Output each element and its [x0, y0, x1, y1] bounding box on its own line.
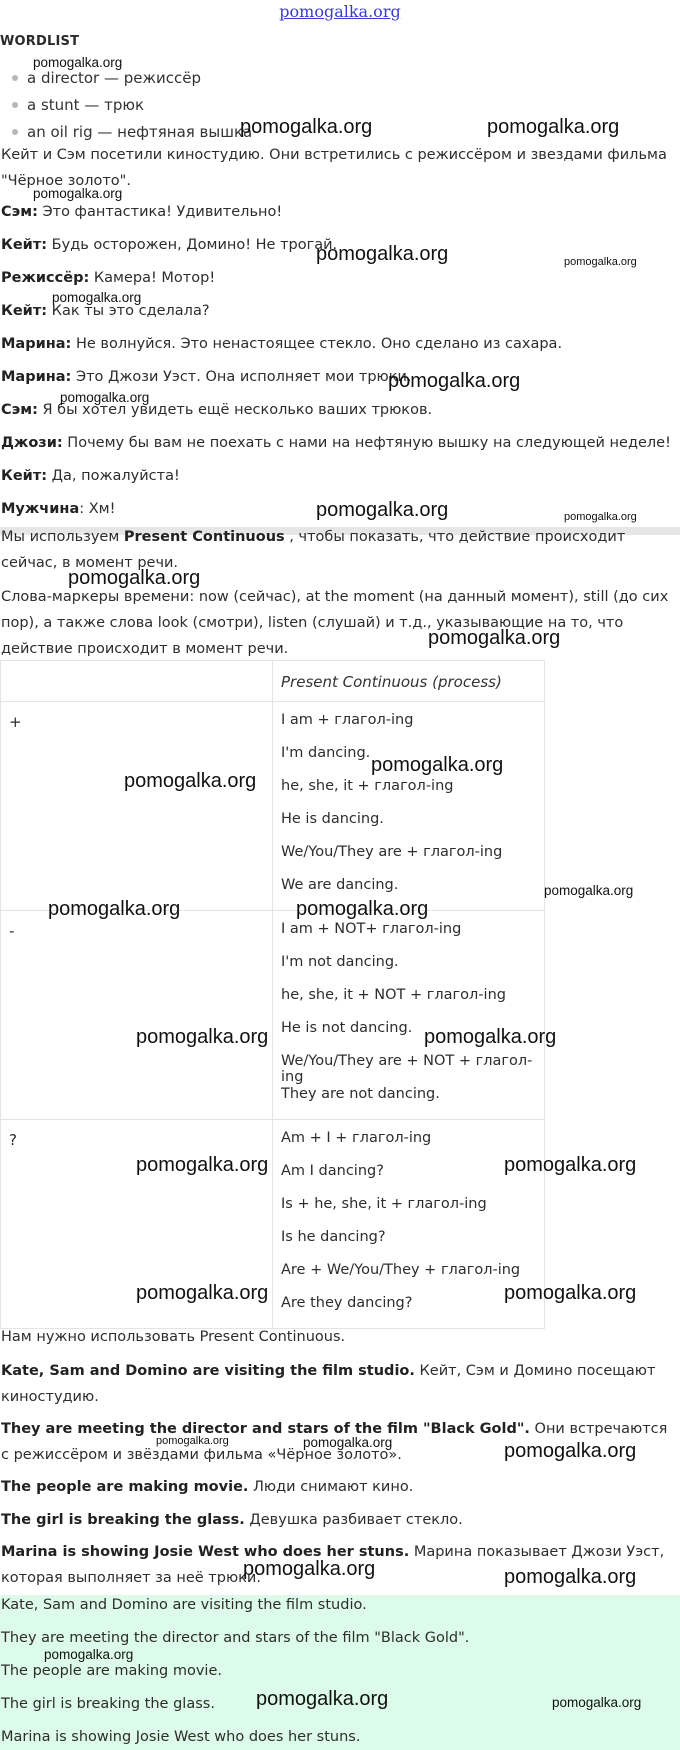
- speaker-name: Кейт:: [1, 468, 48, 484]
- answer-russian: Девушка разбивает стекло.: [244, 1512, 463, 1528]
- example-line: He is dancing.: [281, 811, 384, 827]
- watermark: pomogalka.org: [48, 898, 181, 920]
- final-line: Marina is showing Josie West who does her stuns.: [1, 1729, 361, 1745]
- table-row: [1, 911, 545, 1120]
- dialogue-line: [1, 237, 337, 253]
- watermark: pomogalka.org: [136, 1026, 269, 1048]
- watermark: pomogalka.org: [504, 1440, 637, 1462]
- dialogue-text: Камера! Мотор!: [89, 270, 216, 286]
- example-line: He is not dancing.: [281, 1020, 413, 1036]
- wordlist-item-text: a director — режиссёр: [27, 69, 201, 87]
- table-cell: [1, 911, 273, 1120]
- final-line: The girl is breaking the glass.: [1, 1696, 215, 1712]
- example-line: We are dancing.: [281, 877, 399, 893]
- answer-russian: Кейт, Сэм и Домино посещают киностудию.: [1, 1363, 656, 1405]
- intro-paragraph: Кейт и Сэм посетили киностудию. Они встретились с режиссёром и звездами фильма "Чёрное золото".: [1, 147, 667, 189]
- answer-item: [1, 1358, 673, 1410]
- dialogue-text: Да, пожалуйста!: [47, 468, 180, 484]
- watermark: pomogalka.org: [544, 883, 634, 898]
- speaker-name: Режиссёр:: [1, 270, 90, 286]
- watermark: pomogalka.org: [33, 55, 123, 70]
- watermark: pomogalka.org: [136, 1154, 269, 1176]
- table-cell: [1, 661, 273, 702]
- answer-english: They are meeting the director and stars of the film "Black Gold".: [1, 1421, 530, 1437]
- watermark: pomogalka.org: [296, 898, 429, 920]
- need-line: Нам нужно использовать Present Continuous.: [1, 1329, 346, 1345]
- sign-label: ?: [9, 1131, 17, 1149]
- rule-line: We/You/They are + глагол-ing: [281, 844, 503, 860]
- watermark: pomogalka.org: [60, 390, 150, 405]
- watermark: pomogalka.org: [428, 627, 561, 649]
- table-cell: [273, 702, 545, 911]
- dialogue-text: Я бы хотел увидеть ещё несколько ваших трюков.: [37, 402, 433, 418]
- watermark: pomogalka.org: [424, 1026, 557, 1048]
- table-header-text: Present Continuous (process): [281, 673, 502, 691]
- dialogue-text: Будь осторожен, Домино! Не трогай.: [47, 237, 338, 253]
- speaker-name: Джози:: [1, 435, 63, 451]
- site-header-link[interactable]: pomogalka.org: [279, 2, 401, 21]
- example-line: Are they dancing?: [281, 1295, 413, 1311]
- answer-english: Marina is showing Josie West who does her stuns.: [1, 1544, 410, 1560]
- watermark: pomogalka.org: [316, 243, 449, 265]
- answer-item: [1, 1512, 463, 1528]
- rule-line: We/You/They are + NOT + глагол-ing: [281, 1053, 533, 1085]
- dialogue-line: [1, 303, 210, 319]
- wordlist-item: [12, 123, 252, 141]
- dialogue-line: [1, 468, 180, 484]
- dialogue-text: Не волнуйся. Это ненастоящее стекло. Оно сделано из сахара.: [71, 336, 563, 352]
- watermark: pomogalka.org: [243, 1558, 376, 1580]
- speaker-name: Кейт:: [1, 303, 48, 319]
- time-markers-paragraph: Слова-маркеры времени: now (сейчас), at the moment (на данный момент), still (до сих пор), а также слова look (смотри), listen (слушай) и т.д., указывающие на то, что действие происходит в момент речи.: [1, 589, 669, 657]
- final-line: The people are making movie.: [1, 1663, 222, 1679]
- watermark: pomogalka.org: [124, 770, 257, 792]
- rule-line: Am + I + глагол-ing: [281, 1130, 432, 1146]
- speaker-name: Кейт:: [1, 237, 48, 253]
- sign-label: +: [9, 713, 22, 731]
- watermark: pomogalka.org: [564, 256, 637, 268]
- sign-label: -: [9, 922, 15, 940]
- dialogue-line: [1, 435, 671, 451]
- dialogue-text: : Хм!: [79, 501, 116, 517]
- watermark: pomogalka.org: [303, 1435, 393, 1450]
- answer-english: The girl is breaking the glass.: [1, 1512, 245, 1528]
- watermark: pomogalka.org: [136, 1282, 269, 1304]
- dialogue-text: Это фантастика! Удивительно!: [37, 204, 283, 220]
- example-line: Am I dancing?: [281, 1163, 384, 1179]
- watermark: pomogalka.org: [316, 499, 449, 521]
- table-header-cell: [273, 661, 545, 702]
- example-line: Is he dancing?: [281, 1229, 386, 1245]
- speaker-name: Сэм:: [1, 402, 38, 418]
- answer-russian: Марина показывает Джози Уэст, которая выполняет за неё трюки.: [1, 1544, 665, 1586]
- speaker-name: Мужчина: [1, 501, 80, 517]
- final-line: They are meeting the director and stars of the film "Black Gold".: [1, 1630, 470, 1646]
- dialogue-text: Почему бы вам не поехать с нами на нефтяную вышку на следующей неделе!: [62, 435, 671, 451]
- bullet-dot-icon: [12, 75, 18, 81]
- table-row: [1, 1120, 545, 1329]
- final-line: Kate, Sam and Domino are visiting the film studio.: [1, 1597, 367, 1613]
- rule-line: I am + NOT+ глагол-ing: [281, 921, 462, 937]
- wordlist-item: [12, 69, 201, 87]
- example-line: They are not dancing.: [281, 1086, 440, 1102]
- watermark: pomogalka.org: [52, 290, 142, 305]
- table-cell: [273, 911, 545, 1120]
- dialogue-text: Это Джози Уэст. Она исполняет мои трюки.: [71, 369, 412, 385]
- wordlist-title: WORDLIST: [0, 34, 80, 49]
- bullet-dot-icon: [12, 129, 18, 135]
- answer-item: [1, 1479, 413, 1495]
- rule-line: he, she, it + глагол-ing: [281, 778, 454, 794]
- rule-line: he, she, it + NOT + глагол-ing: [281, 987, 506, 1003]
- grammar-text: Мы используем: [1, 529, 124, 545]
- watermark: pomogalka.org: [44, 1647, 134, 1662]
- wordlist-item-text: a stunt — трюк: [27, 96, 145, 114]
- dialogue-line: [1, 336, 562, 352]
- table-header-row: [1, 661, 545, 702]
- dialogue-line: [1, 270, 215, 286]
- grammar-term: Present Continuous: [123, 529, 285, 545]
- watermark: pomogalka.org: [240, 116, 373, 138]
- rule-line: Are + We/You/They + глагол-ing: [281, 1262, 521, 1278]
- grammar-text: , чтобы показать, что действие происходит сейчас, в момент речи.: [1, 529, 626, 571]
- watermark: pomogalka.org: [564, 511, 637, 523]
- dialogue-line: [1, 369, 412, 385]
- answer-english: Kate, Sam and Domino are visiting the film studio.: [1, 1363, 415, 1379]
- rule-line: Is + he, she, it + глагол-ing: [281, 1196, 487, 1212]
- watermark: pomogalka.org: [33, 186, 123, 201]
- speaker-name: Марина:: [1, 369, 72, 385]
- speaker-name: Марина:: [1, 336, 72, 352]
- table-cell: [1, 702, 273, 911]
- table-row: [1, 702, 545, 911]
- example-line: I'm dancing.: [281, 745, 371, 761]
- watermark: pomogalka.org: [388, 370, 521, 392]
- dialogue-line: [1, 501, 115, 517]
- watermark: pomogalka.org: [504, 1154, 637, 1176]
- rule-line: I am + глагол-ing: [281, 712, 414, 728]
- dialogue-text: Как ты это сделала?: [47, 303, 210, 319]
- watermark: pomogalka.org: [371, 754, 504, 776]
- example-line: I'm not dancing.: [281, 954, 399, 970]
- watermark: pomogalka.org: [256, 1688, 389, 1710]
- watermark: pomogalka.org: [552, 1695, 642, 1710]
- watermark: pomogalka.org: [487, 116, 620, 138]
- watermark: pomogalka.org: [68, 567, 201, 589]
- answer-russian: Они встречаются с режиссёром и звёздами фильма «Чёрное золото».: [1, 1421, 668, 1463]
- wordlist-item: [12, 96, 144, 114]
- watermark: pomogalka.org: [156, 1435, 229, 1447]
- bullet-dot-icon: [12, 102, 18, 108]
- answer-russian: Люди снимают кино.: [248, 1479, 414, 1495]
- speaker-name: Сэм:: [1, 204, 38, 220]
- dialogue-line: [1, 204, 282, 220]
- answer-english: The people are making movie.: [1, 1479, 249, 1495]
- wordlist-item-text: an oil rig — нефтяная вышка: [27, 123, 253, 141]
- watermark: pomogalka.org: [504, 1566, 637, 1588]
- watermark: pomogalka.org: [504, 1282, 637, 1304]
